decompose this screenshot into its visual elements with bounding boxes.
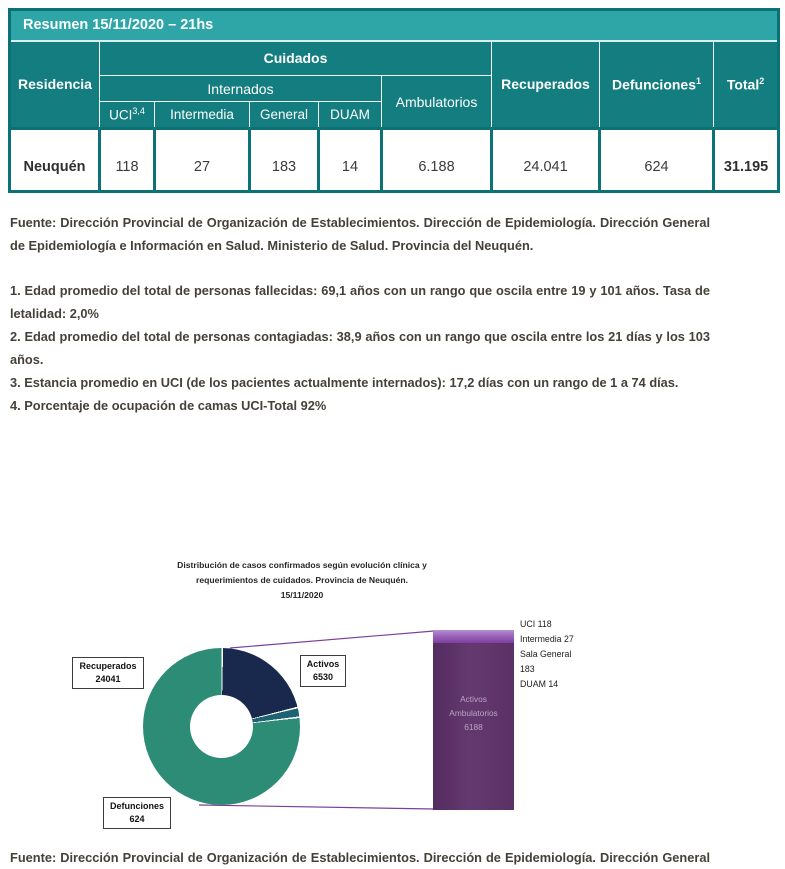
- col-header-total: [714, 41, 779, 129]
- defunciones-superscript: 1: [696, 75, 702, 86]
- bar-inner-label: [433, 692, 514, 734]
- note-item-2: [10, 325, 710, 371]
- total-superscript: 2: [759, 75, 765, 86]
- col-header-defunciones: [600, 41, 714, 129]
- cell-ambulatorios: 6.188: [382, 129, 492, 192]
- bar-legend-line-intermedia: Intermedia 27: [520, 634, 574, 644]
- cell-recuperados: 24.041: [492, 129, 600, 192]
- defunciones-label: Defunciones: [611, 76, 696, 93]
- note-1-line-2: letalidad: 2,0%: [10, 306, 99, 321]
- uci-label: UCI: [109, 107, 133, 123]
- donut-chart: [143, 648, 300, 805]
- note-4-line-1: 4. Porcentaje de ocupación de camas UCI-Total 92%: [10, 398, 327, 413]
- cell-residencia: Neuquén: [10, 129, 100, 192]
- source-text-top: [10, 211, 710, 257]
- table-header-row-1: [10, 41, 779, 76]
- table-banner-row: [10, 10, 779, 41]
- note-1-line-1: 1. Edad promedio del total de personas fallecidas: 69,1 años con un rango que oscila entre 19 y 101 años. Tasa de: [10, 283, 710, 298]
- col-header-uci: [100, 102, 155, 129]
- col-header-general: General: [250, 102, 319, 129]
- source-bottom-line-1: Fuente: Dirección Provincial de Organización de Establecimientos. Dirección de Epidemiología. Dirección General: [10, 850, 710, 865]
- bar-legend-line-sala-general-value: 183: [520, 664, 535, 674]
- col-header-recuperados: Recuperados: [492, 41, 600, 129]
- bar-inner-label-line-2: Ambulatorios: [449, 708, 498, 718]
- recuperados-callout-value: 24041: [95, 674, 121, 684]
- defunciones-callout-label: Defunciones: [109, 801, 164, 811]
- chart-title-line-2: requerimientos de cuidados. Provincia de Neuquén.: [195, 575, 409, 585]
- col-header-duam: DUAM: [319, 102, 382, 129]
- leader-line-top: [230, 631, 434, 648]
- cell-uci: 118: [100, 129, 155, 192]
- source-top-line-2: de Epidemiología e Información en Salud. Ministerio de Salud. Provincia del Neuquén.: [10, 238, 534, 253]
- cell-defunciones: 624: [600, 129, 714, 192]
- note-item-1: [10, 279, 710, 325]
- col-header-ambulatorios: Ambulatorios: [382, 76, 492, 129]
- chart-title-line-3: 15/11/2020: [280, 590, 324, 600]
- uci-superscript: 3,4: [132, 106, 145, 117]
- source-text-bottom: [10, 846, 710, 869]
- label-activos: [300, 655, 346, 687]
- activos-callout-value: 6530: [312, 672, 334, 682]
- cell-general: 183: [250, 129, 319, 192]
- col-header-cuidados: Cuidados: [100, 41, 492, 76]
- note-2-line-2: años.: [10, 352, 44, 367]
- col-header-intermedia: Intermedia: [155, 102, 250, 129]
- bar-legend-line-sala-general: Sala General: [520, 649, 572, 659]
- bar-segment-internados: [433, 630, 514, 643]
- note-item-4: [10, 394, 710, 417]
- total-label: Total: [726, 76, 760, 93]
- summary-table: [8, 8, 780, 193]
- bar-legend-line-duam: DUAM 14: [520, 679, 559, 689]
- table-banner: Resumen 15/11/2020 – 21hs: [10, 10, 779, 41]
- note-item-3: [10, 371, 710, 394]
- cell-duam: 14: [319, 129, 382, 192]
- stacked-bar: [433, 630, 514, 810]
- table-row: [10, 129, 779, 192]
- label-defunciones: [103, 797, 171, 829]
- bar-inner-label-line-1: Activos: [460, 694, 487, 704]
- activos-callout-label: Activos: [306, 659, 340, 669]
- col-header-residencia: Residencia: [10, 41, 100, 129]
- label-recuperados: [72, 657, 144, 689]
- source-top-line-1: Fuente: Dirección Provincial de Organización de Establecimientos. Dirección de Epidemiología. Dirección General: [10, 215, 710, 230]
- bar-legend-line-uci: UCI 118: [520, 619, 552, 629]
- bar-inner-label-line-3: 6188: [464, 722, 483, 732]
- recuperados-callout-label: Recuperados: [79, 661, 137, 671]
- cell-intermedia: 27: [155, 129, 250, 192]
- note-2-line-1: 2. Edad promedio del total de personas contagiadas: 38,9 años con un rango que oscila entre los 21 días y los 103: [10, 329, 710, 344]
- bar-legend: [520, 617, 610, 692]
- note-3-line-1: 3. Estancia promedio en UCI (de los pacientes actualmente internados): 17,2 días con un rango de 1 a 74 días.: [10, 375, 679, 390]
- chart-title-line-1: Distribución de casos confirmados según evolución clínica y: [177, 560, 427, 570]
- bar-of-pie-chart: [0, 545, 785, 850]
- leader-line-bottom: [199, 805, 434, 809]
- cell-total: 31.195: [714, 129, 779, 192]
- notes-block: [10, 279, 710, 417]
- defunciones-callout-value: 624: [129, 814, 145, 824]
- col-header-internados: Internados: [100, 76, 382, 102]
